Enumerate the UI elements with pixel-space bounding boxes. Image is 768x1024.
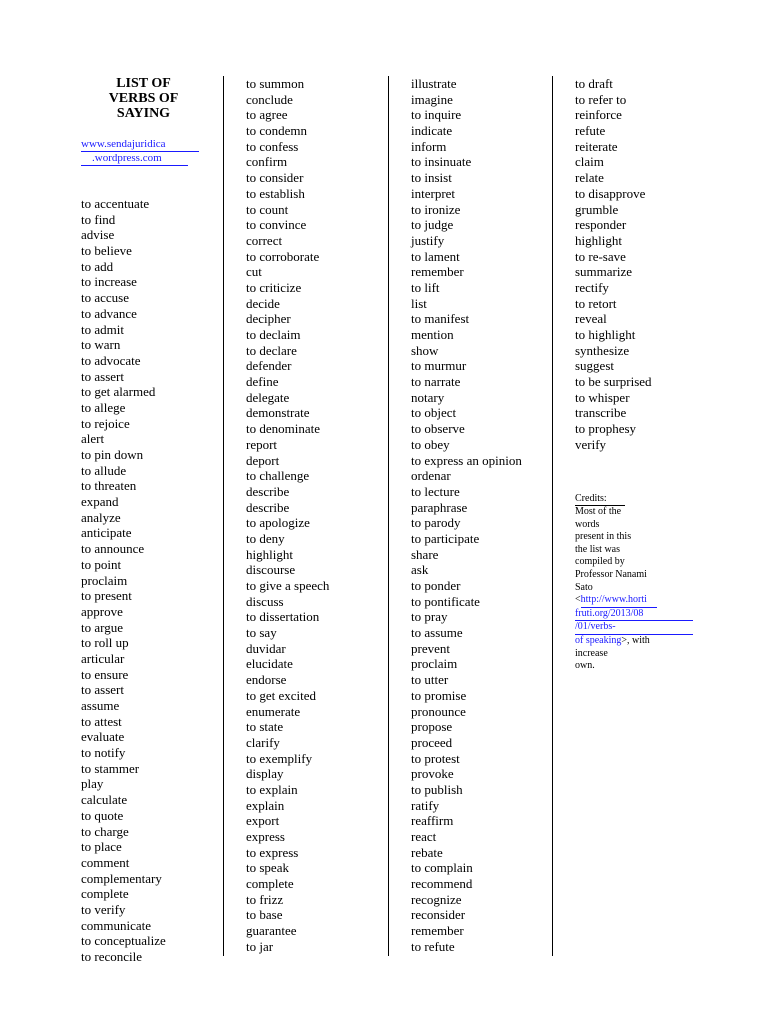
verb-list-item: to rejoice bbox=[81, 415, 130, 431]
verb-list-item: notary bbox=[411, 389, 445, 405]
verb-list-item: synthesize bbox=[575, 342, 630, 358]
verb-list-item: to apologize bbox=[246, 515, 310, 531]
verb-list-item: proclaim bbox=[81, 572, 128, 588]
verb-list-item: to ironize bbox=[411, 201, 461, 217]
verb-list-item: to assert bbox=[81, 682, 124, 698]
verb-list-item: suggest bbox=[575, 358, 614, 374]
verb-list-item: to publish bbox=[411, 781, 463, 797]
verb-list-item: report bbox=[246, 436, 278, 452]
verb-list-item: to verify bbox=[81, 901, 126, 917]
verb-list-item: reveal bbox=[575, 311, 607, 327]
verb-list-item: duvidar bbox=[246, 640, 286, 656]
verb-list-item: pronounce bbox=[411, 703, 466, 719]
verb-list-item: deport bbox=[246, 452, 280, 468]
source-link-line-1[interactable]: http://www.horti bbox=[581, 594, 657, 608]
verb-list-item: decipher bbox=[246, 311, 291, 327]
verb-list-item: endorse bbox=[246, 672, 287, 688]
verb-list-item: to manifest bbox=[411, 311, 470, 327]
verb-list-item: to pray bbox=[411, 609, 448, 625]
verb-list-item: interpret bbox=[411, 185, 456, 201]
verb-list-item: to frizz bbox=[246, 891, 284, 907]
verb-list-item: to lament bbox=[411, 248, 460, 264]
verb-list-item: to whisper bbox=[575, 389, 630, 405]
verb-list-item: to confess bbox=[246, 138, 299, 154]
credits-text: own. bbox=[575, 660, 595, 672]
verb-list-item: to warn bbox=[81, 337, 121, 353]
source-link-line-4[interactable]: of speaking bbox=[575, 635, 622, 647]
verb-list-item: reconsider bbox=[411, 907, 466, 923]
verb-list-item: list bbox=[411, 295, 427, 311]
website-link[interactable] bbox=[81, 138, 221, 166]
website-link-line-1[interactable]: www.sendajuridica bbox=[81, 138, 199, 152]
verb-list-item: to refute bbox=[411, 938, 455, 954]
verb-list-4 bbox=[575, 76, 715, 453]
verb-list-item: mention bbox=[411, 327, 454, 342]
verb-list-item: explain bbox=[246, 797, 285, 813]
verb-list-item: to protest bbox=[411, 750, 460, 766]
verb-list-item: propose bbox=[411, 719, 453, 735]
source-link-line-2[interactable]: fruti.org/2013/08 bbox=[575, 608, 693, 622]
title-line-2: VERBS OF SAYING bbox=[108, 91, 179, 121]
verb-list-item: to find bbox=[81, 211, 116, 227]
credits-text: present in this bbox=[575, 531, 632, 543]
verb-list-item: highlight bbox=[246, 546, 293, 562]
verb-list-item: to accuse bbox=[81, 290, 130, 306]
verb-list-item: express bbox=[246, 829, 285, 844]
verb-list-item: expand bbox=[81, 494, 119, 510]
verb-list-item: to roll up bbox=[81, 635, 129, 651]
verb-list-item: claim bbox=[575, 154, 604, 170]
verb-list-item: to assume bbox=[411, 625, 463, 641]
credits-block bbox=[575, 493, 697, 673]
verb-list-item: rectify bbox=[575, 279, 609, 295]
verb-list-item: demonstrate bbox=[246, 405, 310, 421]
verb-list-item: to lecture bbox=[411, 483, 460, 499]
verb-list-item: to parody bbox=[411, 515, 461, 531]
verb-list-item: to disapprove bbox=[575, 185, 646, 201]
verb-list-item: to charge bbox=[81, 823, 129, 839]
verb-list-item: display bbox=[246, 766, 284, 782]
verb-list-item: to allude bbox=[81, 462, 127, 478]
verb-list-item: cut bbox=[246, 264, 262, 280]
verb-list-item: describe bbox=[246, 483, 290, 499]
website-link-line-2[interactable]: .wordpress.com bbox=[81, 152, 188, 166]
verb-list-item: to pin down bbox=[81, 447, 144, 462]
credits-text: Sato bbox=[575, 581, 593, 593]
verb-list-item: calculate bbox=[81, 792, 128, 808]
verb-list-item: to consider bbox=[246, 170, 304, 186]
title-line-1: LIST OF bbox=[116, 76, 171, 91]
verb-list-item: ordenar bbox=[411, 468, 451, 484]
verb-list-item: verify bbox=[575, 436, 607, 452]
verb-list-item: to observe bbox=[411, 421, 465, 437]
column-divider bbox=[552, 76, 553, 956]
column-3 bbox=[411, 76, 551, 955]
verb-list-item: to argue bbox=[81, 619, 123, 635]
verb-list-item: communicate bbox=[81, 917, 152, 933]
verb-list-item: to criticize bbox=[246, 279, 302, 295]
verb-list-item: to notify bbox=[81, 745, 126, 761]
column-divider bbox=[223, 76, 224, 956]
verb-list-item: to obey bbox=[411, 436, 450, 452]
verb-list-item: discourse bbox=[246, 562, 296, 578]
verb-list-item: complete bbox=[246, 876, 294, 892]
verb-list-item: to narrate bbox=[411, 374, 461, 390]
verb-list-item: to jar bbox=[246, 938, 274, 954]
verb-list-item: approve bbox=[81, 603, 123, 619]
verb-list-item: ratify bbox=[411, 797, 440, 813]
verb-list-item: to complain bbox=[411, 860, 473, 876]
verb-list-item: to threaten bbox=[81, 478, 137, 494]
column-1 bbox=[81, 76, 221, 965]
verb-list-item: to dissertation bbox=[246, 609, 320, 625]
verb-list-item: to assert bbox=[81, 368, 124, 384]
verb-list-item: to retort bbox=[575, 295, 617, 311]
verb-list-item: to declaim bbox=[246, 327, 301, 342]
verb-list-item: comment bbox=[81, 854, 130, 870]
verb-list-item: to stammer bbox=[81, 760, 140, 776]
verb-list-item: to challenge bbox=[246, 468, 310, 484]
verb-list-item: to participate bbox=[411, 530, 480, 546]
column-4 bbox=[575, 76, 715, 673]
verb-list-item: to highlight bbox=[575, 327, 636, 342]
verb-list-item: to pontificate bbox=[411, 593, 480, 609]
verb-list-item: to explain bbox=[246, 781, 298, 797]
verb-list-item: to place bbox=[81, 839, 122, 855]
verb-list-item: enumerate bbox=[246, 703, 301, 719]
verb-list-2 bbox=[246, 76, 386, 955]
credits-text: increase bbox=[575, 647, 608, 659]
verb-list-item: to prophesy bbox=[575, 421, 637, 437]
verb-list-item: defender bbox=[246, 358, 292, 374]
verb-list-item: to draft bbox=[575, 76, 613, 91]
verb-list-item: to summon bbox=[246, 76, 305, 91]
verb-list-item: to insinuate bbox=[411, 154, 472, 170]
verb-list-item: to point bbox=[81, 556, 122, 572]
verb-list-item: reaffirm bbox=[411, 813, 454, 829]
verb-list-item: elucidate bbox=[246, 656, 293, 672]
verb-list-item: to state bbox=[246, 719, 284, 735]
credits-link-open: < bbox=[575, 594, 581, 606]
verb-list-item: share bbox=[411, 546, 439, 562]
verb-list-item: remember bbox=[411, 923, 464, 939]
credits-text: words bbox=[575, 518, 600, 530]
verb-list-3 bbox=[411, 76, 551, 955]
verb-list-item: alert bbox=[81, 431, 105, 447]
verb-list-item: prevent bbox=[411, 640, 450, 656]
verb-list-item: evaluate bbox=[81, 729, 125, 745]
verb-list-item: to inquire bbox=[411, 107, 462, 123]
verb-list-item: to believe bbox=[81, 243, 132, 259]
verb-list-item: to ensure bbox=[81, 666, 129, 682]
verb-list-item: conclude bbox=[246, 91, 293, 107]
verb-list-item: to establish bbox=[246, 185, 305, 201]
verb-list-item: inform bbox=[411, 138, 447, 154]
verb-list-item: justify bbox=[411, 232, 445, 248]
verb-list-item: to reconcile bbox=[81, 949, 142, 964]
verb-list-item: illustrate bbox=[411, 76, 457, 91]
verb-list-item: to base bbox=[246, 907, 283, 923]
verb-list-item: to attest bbox=[81, 713, 122, 729]
verb-list-item: guarantee bbox=[246, 923, 297, 939]
verb-list-item: analyze bbox=[81, 509, 121, 525]
credits-link-close: >, with bbox=[621, 635, 650, 647]
verb-list-item: imagine bbox=[411, 91, 453, 107]
verb-list-item: to ponder bbox=[411, 578, 461, 593]
verb-list-item: to denominate bbox=[246, 421, 321, 437]
verb-list-item: refute bbox=[575, 123, 606, 139]
verb-list-item: delegate bbox=[246, 389, 290, 405]
verb-list-item: to get alarmed bbox=[81, 384, 156, 400]
verb-list-item: indicate bbox=[411, 123, 453, 139]
verb-list-item: to utter bbox=[411, 672, 449, 688]
verb-list-item: anticipate bbox=[81, 525, 132, 541]
verb-list-item: to conceptualize bbox=[81, 933, 166, 949]
verb-list-item: react bbox=[411, 829, 437, 844]
verb-list-item: to re-save bbox=[575, 248, 626, 264]
verb-list-item: to announce bbox=[81, 541, 145, 557]
verb-list-item: to say bbox=[246, 625, 277, 641]
credits-text: the list was bbox=[575, 543, 620, 555]
verb-list-item: ask bbox=[411, 562, 429, 578]
column-divider bbox=[388, 76, 389, 956]
credits-text: Most of the bbox=[575, 506, 622, 518]
verb-list-item: assume bbox=[81, 698, 120, 713]
verb-list-item: grumble bbox=[575, 201, 619, 217]
verb-list-item: to agree bbox=[246, 107, 288, 123]
verb-list-item: to advocate bbox=[81, 352, 141, 368]
verb-list-item: summarize bbox=[575, 264, 633, 280]
verb-list-item: to convince bbox=[246, 217, 307, 233]
source-link-line-3[interactable]: /01/verbs- bbox=[575, 621, 693, 635]
verb-list-item: describe bbox=[246, 499, 290, 515]
verb-list-item: to insist bbox=[411, 170, 452, 186]
verb-list-item: responder bbox=[575, 217, 627, 233]
verb-list-item: to allege bbox=[81, 399, 126, 415]
verb-list-item: to be surprised bbox=[575, 374, 652, 390]
credits-text: Professor Nanami bbox=[575, 569, 647, 581]
verb-list-item: proclaim bbox=[411, 656, 458, 672]
verb-list-item: to quote bbox=[81, 807, 124, 823]
verb-list-item: to present bbox=[81, 588, 132, 604]
verb-list-item: discuss bbox=[246, 593, 284, 609]
verb-list-item: to count bbox=[246, 201, 289, 217]
verb-list-item: play bbox=[81, 776, 104, 792]
verb-list-item: to advance bbox=[81, 305, 137, 321]
verb-list-item: reinforce bbox=[575, 107, 622, 123]
verb-list-item: to murmur bbox=[411, 358, 467, 374]
column-2 bbox=[246, 76, 386, 955]
verb-list-item: paraphrase bbox=[411, 499, 468, 515]
verb-list-item: show bbox=[411, 342, 439, 358]
verb-list-item: complementary bbox=[81, 870, 162, 886]
verb-list-item: rebate bbox=[411, 844, 443, 860]
verb-list-item: decide bbox=[246, 295, 280, 311]
verb-list-item: to add bbox=[81, 258, 114, 274]
verb-list-item: to express bbox=[246, 844, 299, 860]
credits-text: compiled by bbox=[575, 556, 625, 568]
verb-list-item: reiterate bbox=[575, 138, 618, 154]
verb-list-item: provoke bbox=[411, 766, 454, 782]
verb-list-item: to promise bbox=[411, 687, 467, 703]
verb-list-item: clarify bbox=[246, 734, 280, 750]
verb-list-item: to speak bbox=[246, 860, 289, 876]
verb-list-item: to give a speech bbox=[246, 578, 330, 593]
verb-list-item: advise bbox=[81, 227, 115, 243]
verb-list-item: correct bbox=[246, 232, 283, 248]
verb-list-item: to accentuate bbox=[81, 196, 150, 211]
verb-list-item: to condemn bbox=[246, 123, 308, 139]
verb-list-item: to refer to bbox=[575, 91, 627, 107]
verb-list-item: to lift bbox=[411, 279, 440, 295]
verb-list-item: to object bbox=[411, 405, 457, 421]
credits-title: Credits: bbox=[575, 493, 625, 507]
document-title bbox=[81, 76, 206, 121]
verb-list-item: to declare bbox=[246, 342, 297, 358]
verb-list-item: relate bbox=[575, 170, 604, 186]
verb-list-item: define bbox=[246, 374, 279, 390]
verb-list-item: to increase bbox=[81, 274, 137, 290]
verb-list-item: to judge bbox=[411, 217, 454, 233]
verb-list-item: remember bbox=[411, 264, 464, 280]
verb-list-item: highlight bbox=[575, 232, 622, 248]
verb-list-item: confirm bbox=[246, 154, 288, 170]
verb-list-item: to get excited bbox=[246, 687, 317, 703]
verb-list-item: to exemplify bbox=[246, 750, 313, 766]
verb-list-item: to express an opinion bbox=[411, 452, 522, 468]
verb-list-item: articular bbox=[81, 650, 125, 666]
verb-list-1 bbox=[81, 196, 221, 965]
verb-list-item: to deny bbox=[246, 530, 285, 546]
verb-list-item: export bbox=[246, 813, 280, 829]
verb-list-item: to corroborate bbox=[246, 248, 320, 264]
verb-list-item: recognize bbox=[411, 891, 462, 907]
verb-list-item: complete bbox=[81, 886, 129, 902]
verb-list-item: recommend bbox=[411, 876, 473, 892]
verb-list-item: transcribe bbox=[575, 405, 627, 421]
verb-list-item: proceed bbox=[411, 734, 453, 750]
verb-list-item: to admit bbox=[81, 321, 124, 337]
